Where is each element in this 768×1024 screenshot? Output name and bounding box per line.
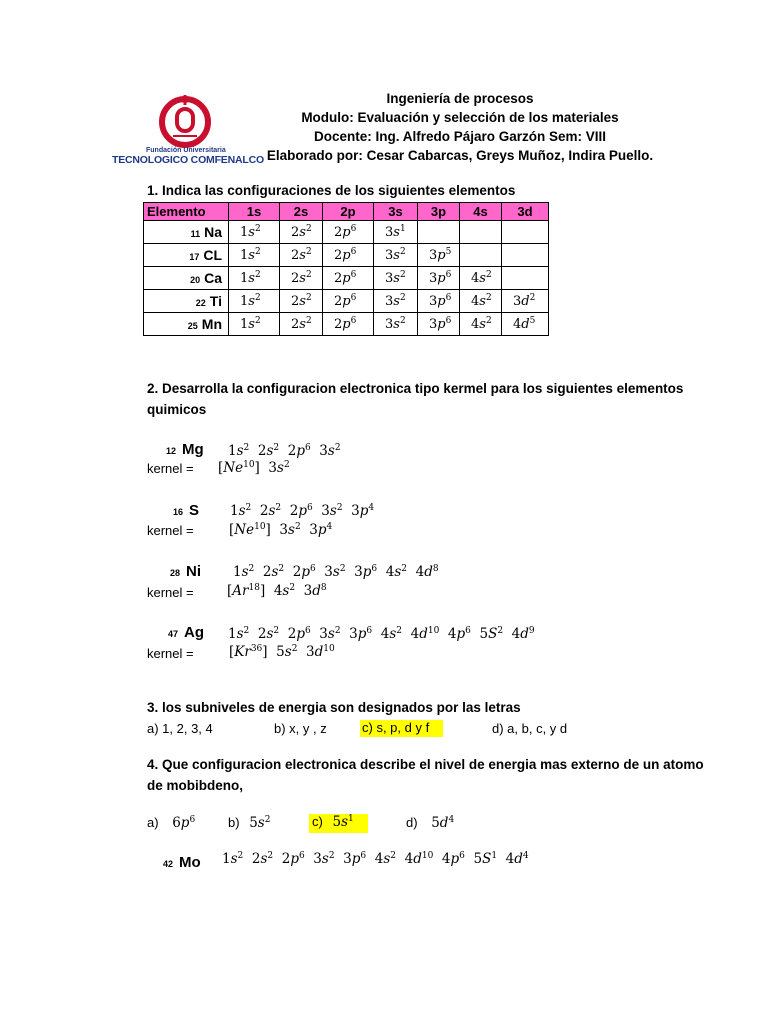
table-row xyxy=(144,244,549,267)
table-row xyxy=(144,267,549,290)
atomic-number: 17 xyxy=(189,252,200,262)
config-cell: $2p^6$ xyxy=(323,313,374,336)
q2-text-line2: quimicos xyxy=(147,402,207,417)
q4-option-d[interactable] xyxy=(406,815,454,831)
table-header-cell: 3s xyxy=(374,203,418,221)
table-header-cell: 2p xyxy=(323,203,374,221)
element-symbol: Mg xyxy=(182,441,204,458)
table-header-cell: Elemento xyxy=(144,203,229,221)
table-row xyxy=(144,313,549,336)
doc-authors: Elaborado por: Cesar Cabarcas, Greys Muñoz, Indira Puello. xyxy=(266,148,654,163)
config-cell: $4d^5$ xyxy=(502,313,549,336)
config-cell: $2p^6$ xyxy=(323,244,374,267)
config-cell: $4s^2$ xyxy=(460,313,502,336)
element-cell xyxy=(144,313,229,336)
option-label: c) xyxy=(312,814,323,829)
kernel-label: kernel = xyxy=(147,461,194,476)
q3-option-b[interactable]: b) x, y , z xyxy=(274,721,327,736)
atomic-number: 11 xyxy=(190,229,201,239)
atomic-number: 25 xyxy=(187,321,198,331)
table-header-cell: 3d xyxy=(502,203,549,221)
element-symbol: S xyxy=(189,502,200,519)
table-header-cell: 1s xyxy=(229,203,280,221)
doc-teacher: Docente: Ing. Alfredo Pájaro Garzón Sem: VIII xyxy=(313,129,607,144)
option-label: d) xyxy=(406,815,418,830)
config-cell: $3s^2$ xyxy=(374,267,418,290)
q1-text: 1. Indica las configuraciones de los siguientes elementos xyxy=(147,183,516,198)
electron-config: $1s^2$ $2s^2$ $2p^6$ $3s^2$ $3p^6$ $4s^2$ $4d^{10}$ $4p^6$ $5S^2$ $4d^9$ xyxy=(228,626,535,642)
q3-option-d[interactable]: d) a, b, c, y d xyxy=(492,721,568,736)
element-symbol: Ti xyxy=(209,293,222,309)
option-value: $5s^1$ xyxy=(332,814,354,830)
config-cell: $4s^2$ xyxy=(460,290,502,313)
element-label xyxy=(173,502,199,520)
config-cell xyxy=(460,221,502,244)
atomic-number: 12 xyxy=(166,446,177,456)
config-cell xyxy=(460,244,502,267)
element-symbol: CL xyxy=(203,247,222,263)
atomic-number: 28 xyxy=(170,568,181,578)
kernel-label: kernel = xyxy=(147,646,194,661)
config-cell: $2p^6$ xyxy=(323,290,374,313)
table-header-cell: 3p xyxy=(418,203,460,221)
table-header-cell: 2s xyxy=(280,203,323,221)
element-label xyxy=(170,563,201,581)
atomic-number: 22 xyxy=(195,298,206,308)
config-cell: $2s^2$ xyxy=(280,313,323,336)
option-value: $5s^2$ xyxy=(249,815,271,831)
kernel-config: [Ar$^{18}$] $4s^2$ $3d^8$ xyxy=(227,583,327,599)
q3-option-a[interactable]: a) 1, 2, 3, 4 xyxy=(147,721,213,736)
q4-option-b[interactable] xyxy=(228,815,270,831)
kernel-label: kernel = xyxy=(147,523,194,538)
config-cell: $2s^2$ xyxy=(280,244,323,267)
config-cell: $1s^2$ xyxy=(229,313,280,336)
config-cell: $3s^2$ xyxy=(374,244,418,267)
config-cell: $2s^2$ xyxy=(280,221,323,244)
element-symbol: Ca xyxy=(204,270,222,286)
element-label xyxy=(168,624,204,642)
table-row xyxy=(144,221,549,244)
q4-option-c[interactable] xyxy=(309,814,368,833)
config-cell: $3p^6$ xyxy=(418,290,460,313)
config-cell: $1s^2$ xyxy=(229,290,280,313)
q4-text-line1: 4. Que configuracion electronica describe el nivel de energia mas externo de un atomo xyxy=(147,757,704,772)
element-cell xyxy=(144,267,229,290)
element-symbol: Ni xyxy=(186,563,202,580)
kernel-config: [Ne$^{10}$] $3s^2$ xyxy=(218,460,290,476)
config-cell: $3s^1$ xyxy=(374,221,418,244)
option-value: $5d^4$ xyxy=(431,815,455,831)
q2-text-line1: 2. Desarrolla la configuracion electronica tipo kermel para los siguientes elementos xyxy=(147,381,684,396)
config-cell xyxy=(502,244,549,267)
atomic-number: 16 xyxy=(173,507,184,517)
table-row xyxy=(144,290,549,313)
atomic-number: 47 xyxy=(168,629,179,639)
electron-config: $1s^2$ $2s^2$ $2p^6$ $3s^2$ $3p^4$ xyxy=(230,503,375,519)
config-cell: $3s^2$ xyxy=(374,290,418,313)
electron-config: $1s^2$ $2s^2$ $2p^6$ $3s^2$ $3p^6$ $4s^2$ $4d^{10}$ $4p^6$ $5S^1$ $4d^4$ xyxy=(222,851,529,867)
q4-option-a[interactable] xyxy=(147,815,195,831)
q3-option-c[interactable]: c) s, p, d y f xyxy=(360,720,443,737)
config-cell: $2p^6$ xyxy=(323,221,374,244)
option-value: $6p^6$ xyxy=(172,815,196,831)
config-cell: $3s^2$ xyxy=(374,313,418,336)
config-cell: $3d^2$ xyxy=(502,290,549,313)
config-cell: $3p^6$ xyxy=(418,267,460,290)
electron-config: $1s^2$ $2s^2$ $2p^6$ $3s^2$ $3p^6$ $4s^2$ $4d^8$ xyxy=(233,564,439,580)
element-label xyxy=(163,854,201,872)
option-label: b) xyxy=(228,815,240,830)
atomic-number: 42 xyxy=(163,859,174,869)
q3-text: 3. los subniveles de energia son designados por las letras xyxy=(147,700,521,715)
logo-line1: Fundación Universitaria xyxy=(146,147,226,154)
option-label: a) xyxy=(147,815,159,830)
element-symbol: Mo xyxy=(179,854,201,871)
logo-line2: TECNOLOGICO COMFENALCO xyxy=(112,154,264,166)
config-cell: $2s^2$ xyxy=(280,267,323,290)
config-cell: $3p^5$ xyxy=(418,244,460,267)
config-table xyxy=(143,202,549,336)
config-cell xyxy=(418,221,460,244)
config-cell: $1s^2$ xyxy=(229,267,280,290)
element-cell xyxy=(144,221,229,244)
element-symbol: Na xyxy=(204,224,222,240)
config-cell: $3p^6$ xyxy=(418,313,460,336)
electron-config: $1s^2$ $2s^2$ $2p^6$ $3s^2$ xyxy=(228,443,341,459)
kernel-config: [Ne$^{10}$] $3s^2$ $3p^4$ xyxy=(229,522,333,538)
institution-logo xyxy=(110,92,264,172)
config-cell: $2p^6$ xyxy=(323,267,374,290)
config-cell: $1s^2$ xyxy=(229,221,280,244)
config-cell xyxy=(502,267,549,290)
doc-module: Modulo: Evaluación y selección de los materiales xyxy=(301,110,619,125)
atomic-number: 20 xyxy=(190,275,201,285)
element-cell xyxy=(144,244,229,267)
doc-title: Ingeniería de procesos xyxy=(386,91,534,106)
element-symbol: Mn xyxy=(201,316,222,332)
q4-text-line2: de mobibdeno, xyxy=(147,778,243,793)
config-cell: $1s^2$ xyxy=(229,244,280,267)
element-label xyxy=(166,441,204,459)
config-cell: $2s^2$ xyxy=(280,290,323,313)
kernel-label: kernel = xyxy=(147,585,194,600)
element-symbol: Ag xyxy=(184,624,205,641)
config-cell: $4s^2$ xyxy=(460,267,502,290)
kernel-config: [Kr$^{36}$] $5s^2$ $3d^{10}$ xyxy=(229,644,335,660)
element-cell xyxy=(144,290,229,313)
table-header-cell: 4s xyxy=(460,203,502,221)
table-header-row xyxy=(144,203,549,221)
config-cell xyxy=(502,221,549,244)
logo-emblem-icon xyxy=(110,92,260,148)
